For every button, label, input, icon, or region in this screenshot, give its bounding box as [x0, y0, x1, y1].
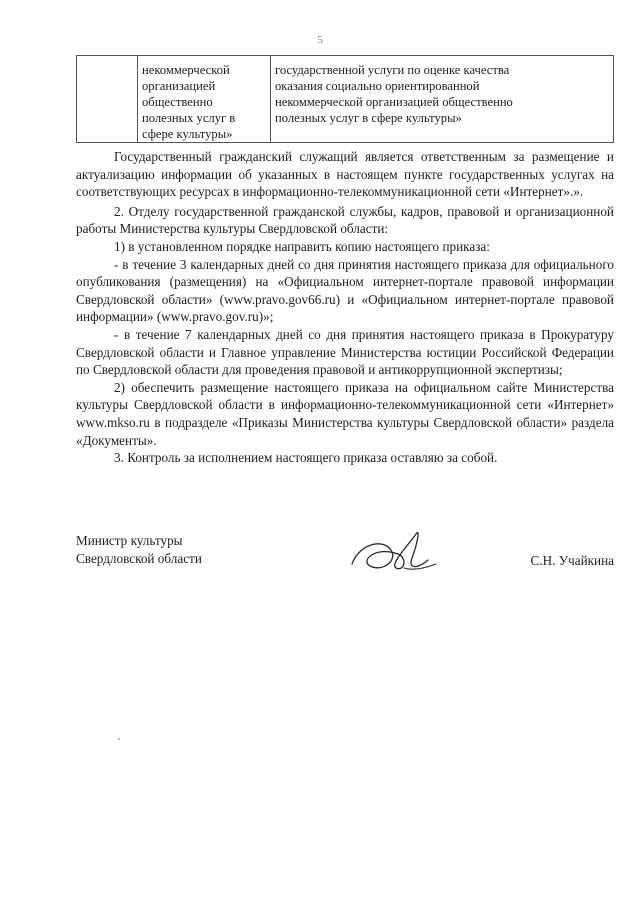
- paragraph-item-3: 3. Контроль за исполнением настоящего приказа оставляю за собой.: [114, 450, 498, 466]
- table-cell-number: [77, 56, 138, 143]
- table-cell-line: некоммерческой организацией общественно: [275, 95, 513, 109]
- paragraph-subitem-1: 1) в установленном порядке направить копию настоящего приказа:: [114, 238, 490, 254]
- signer-position: [76, 532, 202, 568]
- table-cell-line: некоммерческой: [142, 63, 230, 77]
- paragraph-item-2: 2. Отделу государственной гражданской службы, кадров, правовой и организационной работы Министерства культуры Свердловской области:: [76, 203, 614, 237]
- table-cell-line: организацией: [142, 79, 216, 93]
- paragraph-publication: - в течение 3 календарных дней со дня принятия настоящего приказа для официального опубликования (размещения) на «Официальном интернет-портале правовой информации Свердловской области» (www.pravo.gov66.ru) и «Официальном интернет-портале правовой информации» (www.pravo.gov.ru)»;: [76, 256, 614, 325]
- table-cell-line: государственной услуги по оценке качества: [275, 63, 510, 77]
- paragraph-prosecutor: - в течение 7 календарных дней со дня принятия настоящего приказа в Прокуратуру Свердловской области и Главное управление Министерства юстиции Российской Федерации по Свердловской области для проведения правовой и антикоррупционной экспертизы;: [76, 326, 614, 378]
- table-continuation: [76, 55, 614, 143]
- signature-block: [76, 532, 614, 592]
- table-cell-line: оказания социально ориентированной: [275, 79, 480, 93]
- signer-position-line: Министр культуры: [76, 533, 183, 548]
- paragraph-subitem-2: 2) обеспечить размещение настоящего приказа на официальном сайте Министерства культуры Свердловской области в информационно-телекоммуникационной сети «Интернет» www.mkso.ru в подразделе «Приказы Министерства культуры Свердловской области» раздела «Документы».: [76, 379, 614, 448]
- signer-position-line: Свердловской области: [76, 551, 202, 566]
- handwritten-signature-icon: [346, 524, 446, 584]
- table-cell-line: сфере культуры»: [142, 127, 233, 141]
- table-cell-line: полезных услуг в сфере культуры»: [275, 111, 462, 125]
- paragraph-responsible-officer: Государственный гражданский служащий является ответственным за размещение и актуализацию информации об указанных в настоящем пункте государственных услугах на соответствующих ресурсах в информационно-телекоммуникационной сети «Интернет».».: [76, 149, 614, 200]
- table-cell-organization: [138, 56, 271, 143]
- signer-name: С.Н. Учайкина: [530, 553, 614, 568]
- document-body: [76, 148, 614, 467]
- table-cell-line: полезных услуг в: [142, 111, 236, 125]
- page-number: 5: [317, 34, 323, 46]
- scan-speck: [118, 738, 120, 740]
- table-cell-line: общественно: [142, 95, 213, 109]
- table-cell-service: [271, 56, 614, 143]
